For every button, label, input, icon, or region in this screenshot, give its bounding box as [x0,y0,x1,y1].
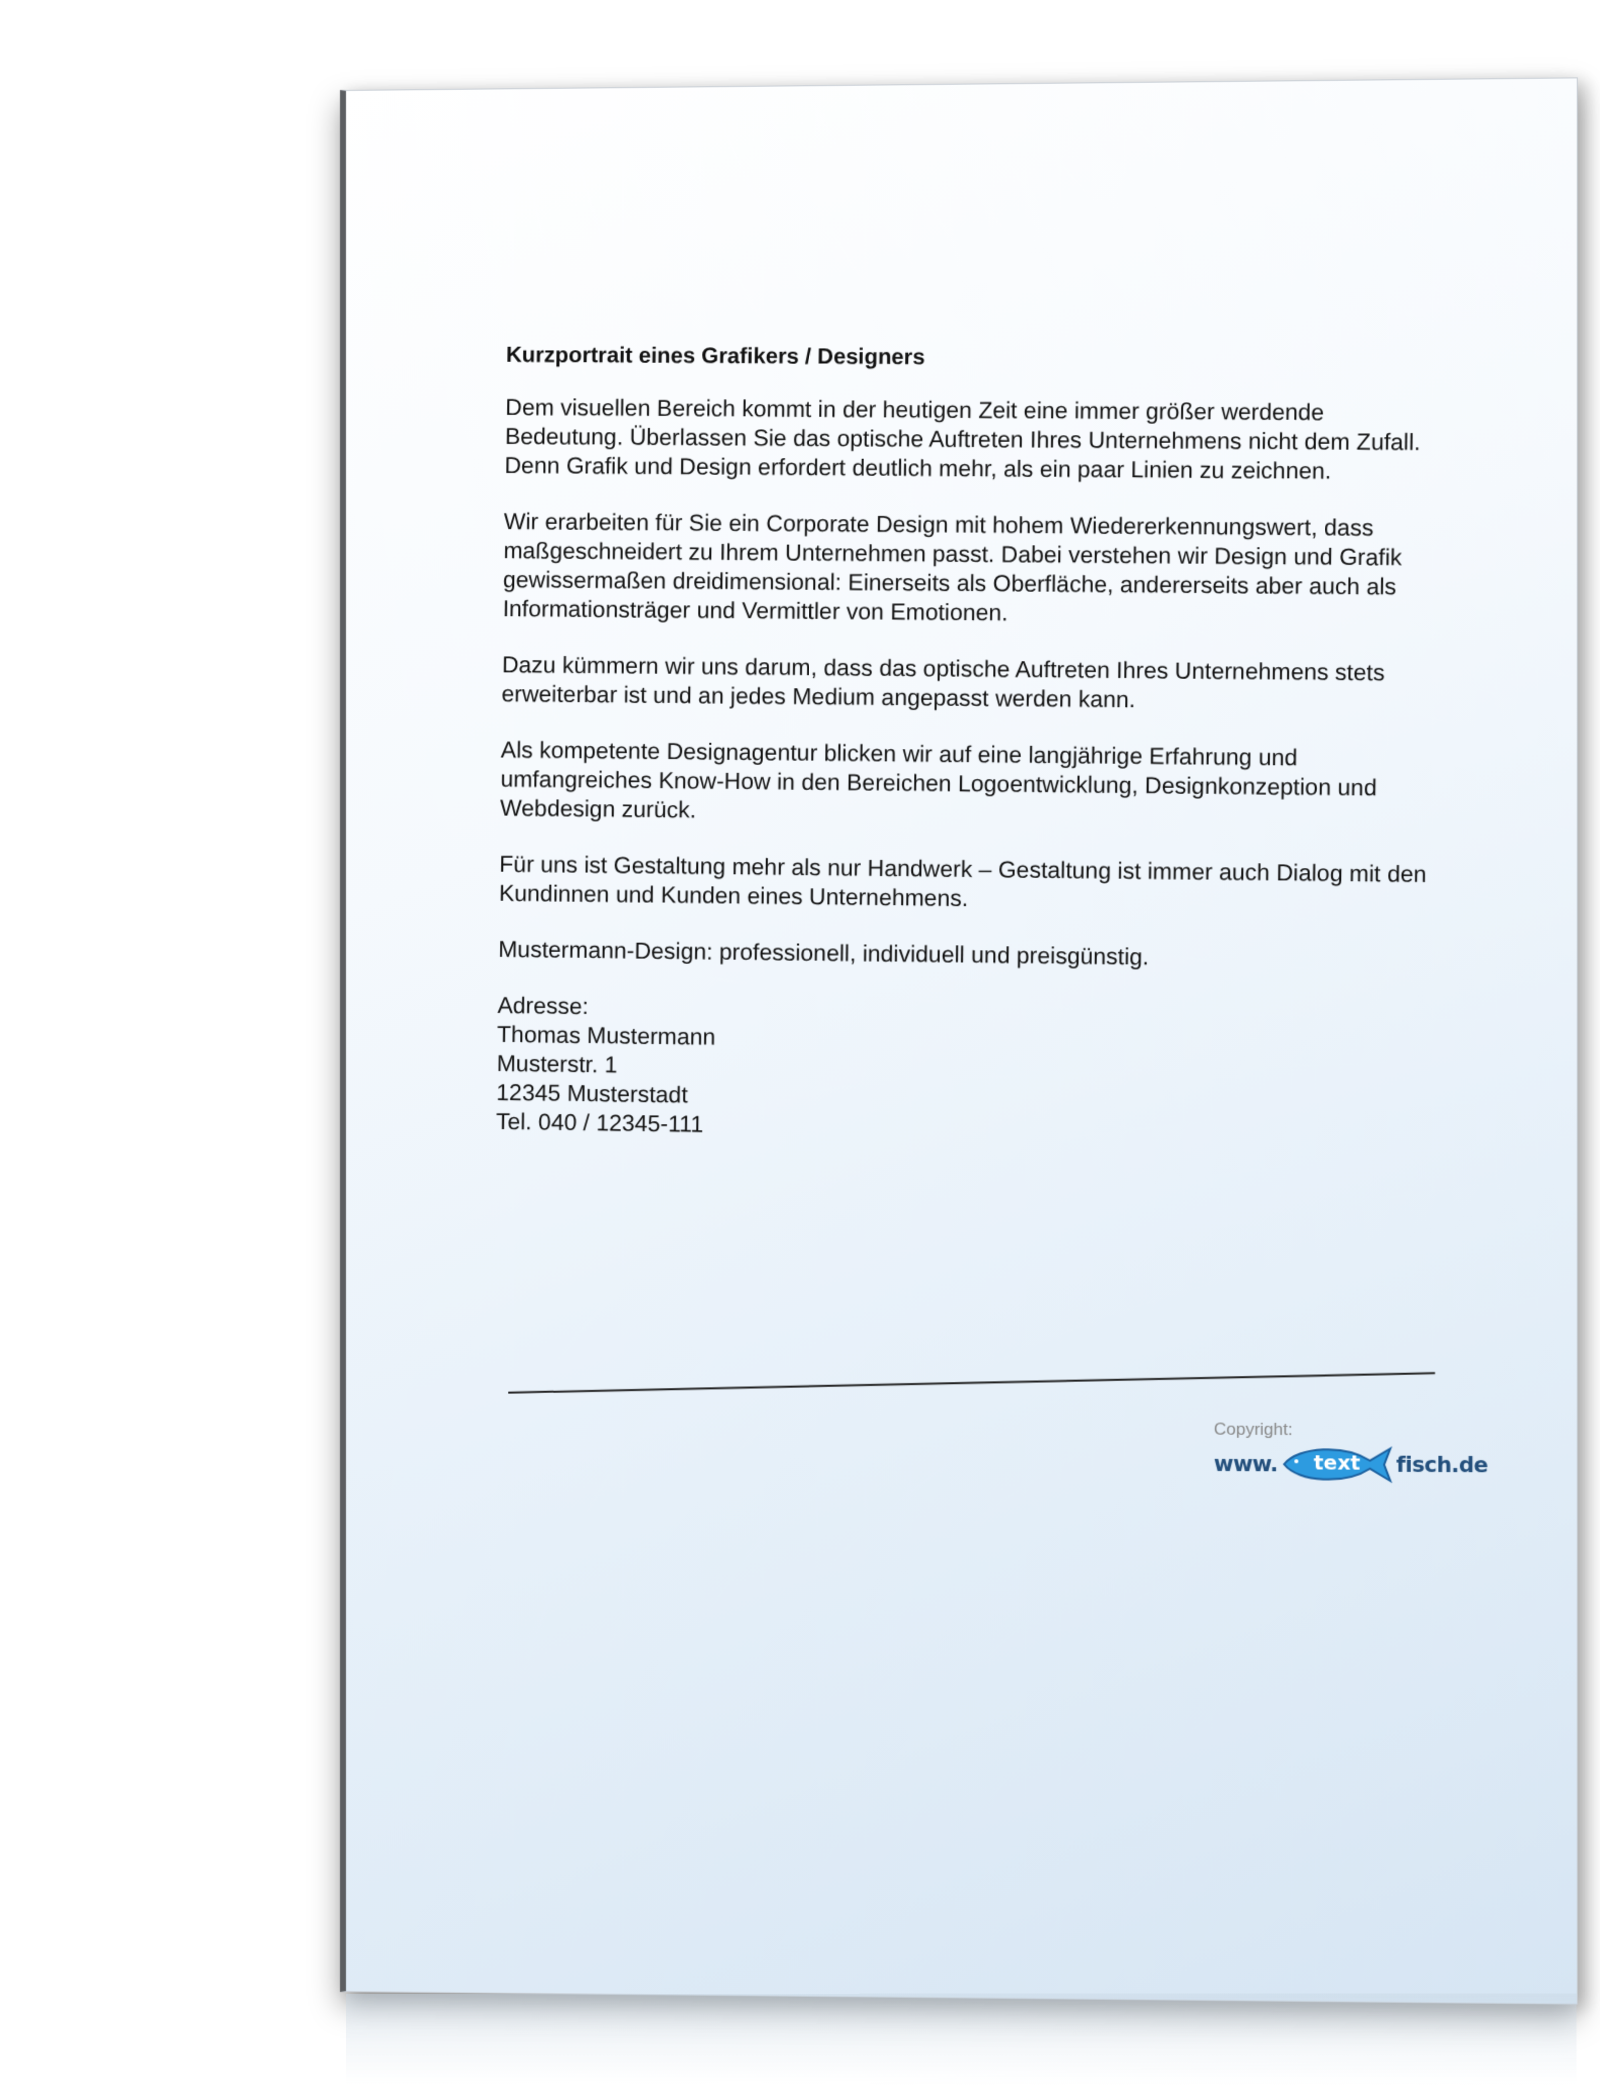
address-street: Musterstr. 1 [496,1049,618,1078]
paragraph-corporate-design: Wir erarbeiten für Sie ein Corporate Design mit hohem Wiedererkennungswert, dass maßgeschneidert zu Ihrem Unternehmen passt. Dabei verstehen wir Design und Grafik gewissermaßen dreidimensional: Einerseits als Oberfläche, andererseits aber auch als Informationsträger und Vermittler von Emotionen. [502,508,1403,626]
address-phone: Tel. 040 / 12345-111 [495,1108,704,1138]
paragraph-dialog: Für uns ist Gestaltung mehr als nur Handwerk – Gestaltung ist immer auch Dialog mit den Kundinnen und Kunden eines Unternehmens. [498,850,1427,912]
logo-prefix: www. [1213,1451,1278,1477]
address-block [496,991,1440,1150]
copyright-label: Copyright: [1213,1419,1293,1440]
paragraph-slogan: Mustermann-Design: professionell, individuell und preisgünstig. [498,935,1150,970]
address-name: Thomas Mustermann [496,1020,716,1050]
logo-wordmark [1214,1444,1488,1486]
logo-suffix: .de [1451,1452,1488,1478]
paragraph-media: Dazu kümmern wir uns darum, dass das optische Auftreten Ihres Unternehmens stets erweiterbar ist und an jedes Medium angepasst werden kann. [501,651,1385,713]
page-reflection [346,1993,1577,2084]
textfisch-logo [1213,1419,1488,1486]
document-content [496,340,1449,1150]
logo-word-fisch [1396,1453,1488,1478]
logo-word-text: text [1313,1450,1361,1475]
fish-icon [1280,1444,1394,1485]
document-title: Kurzportrait eines Grafikers / Designers [505,341,926,370]
footer-divider [508,1372,1435,1393]
address-city: 12345 Musterstadt [496,1079,689,1108]
paragraph-experience: Als kompetente Designagentur blicken wir auf eine langjährige Erfahrung und umfangreiches Know-How in den Bereichen Logoentwicklung, Designkonzeption und Webdesign zurück. [499,736,1377,823]
logo-word-fisch-text: fisch [1396,1452,1452,1478]
document-page [340,77,1578,2004]
paragraph-intro: Dem visuellen Bereich kommt in der heutigen Zeit eine immer größer werdende Bedeutung. Überlassen Sie das optische Auftreten Ihres Unternehmens nicht dem Zufall. Denn Grafik und Design erfordert deutlich mehr, als ein paar Linien zu zeichnen. [504,393,1421,484]
address-label: Adresse: [497,991,589,1020]
